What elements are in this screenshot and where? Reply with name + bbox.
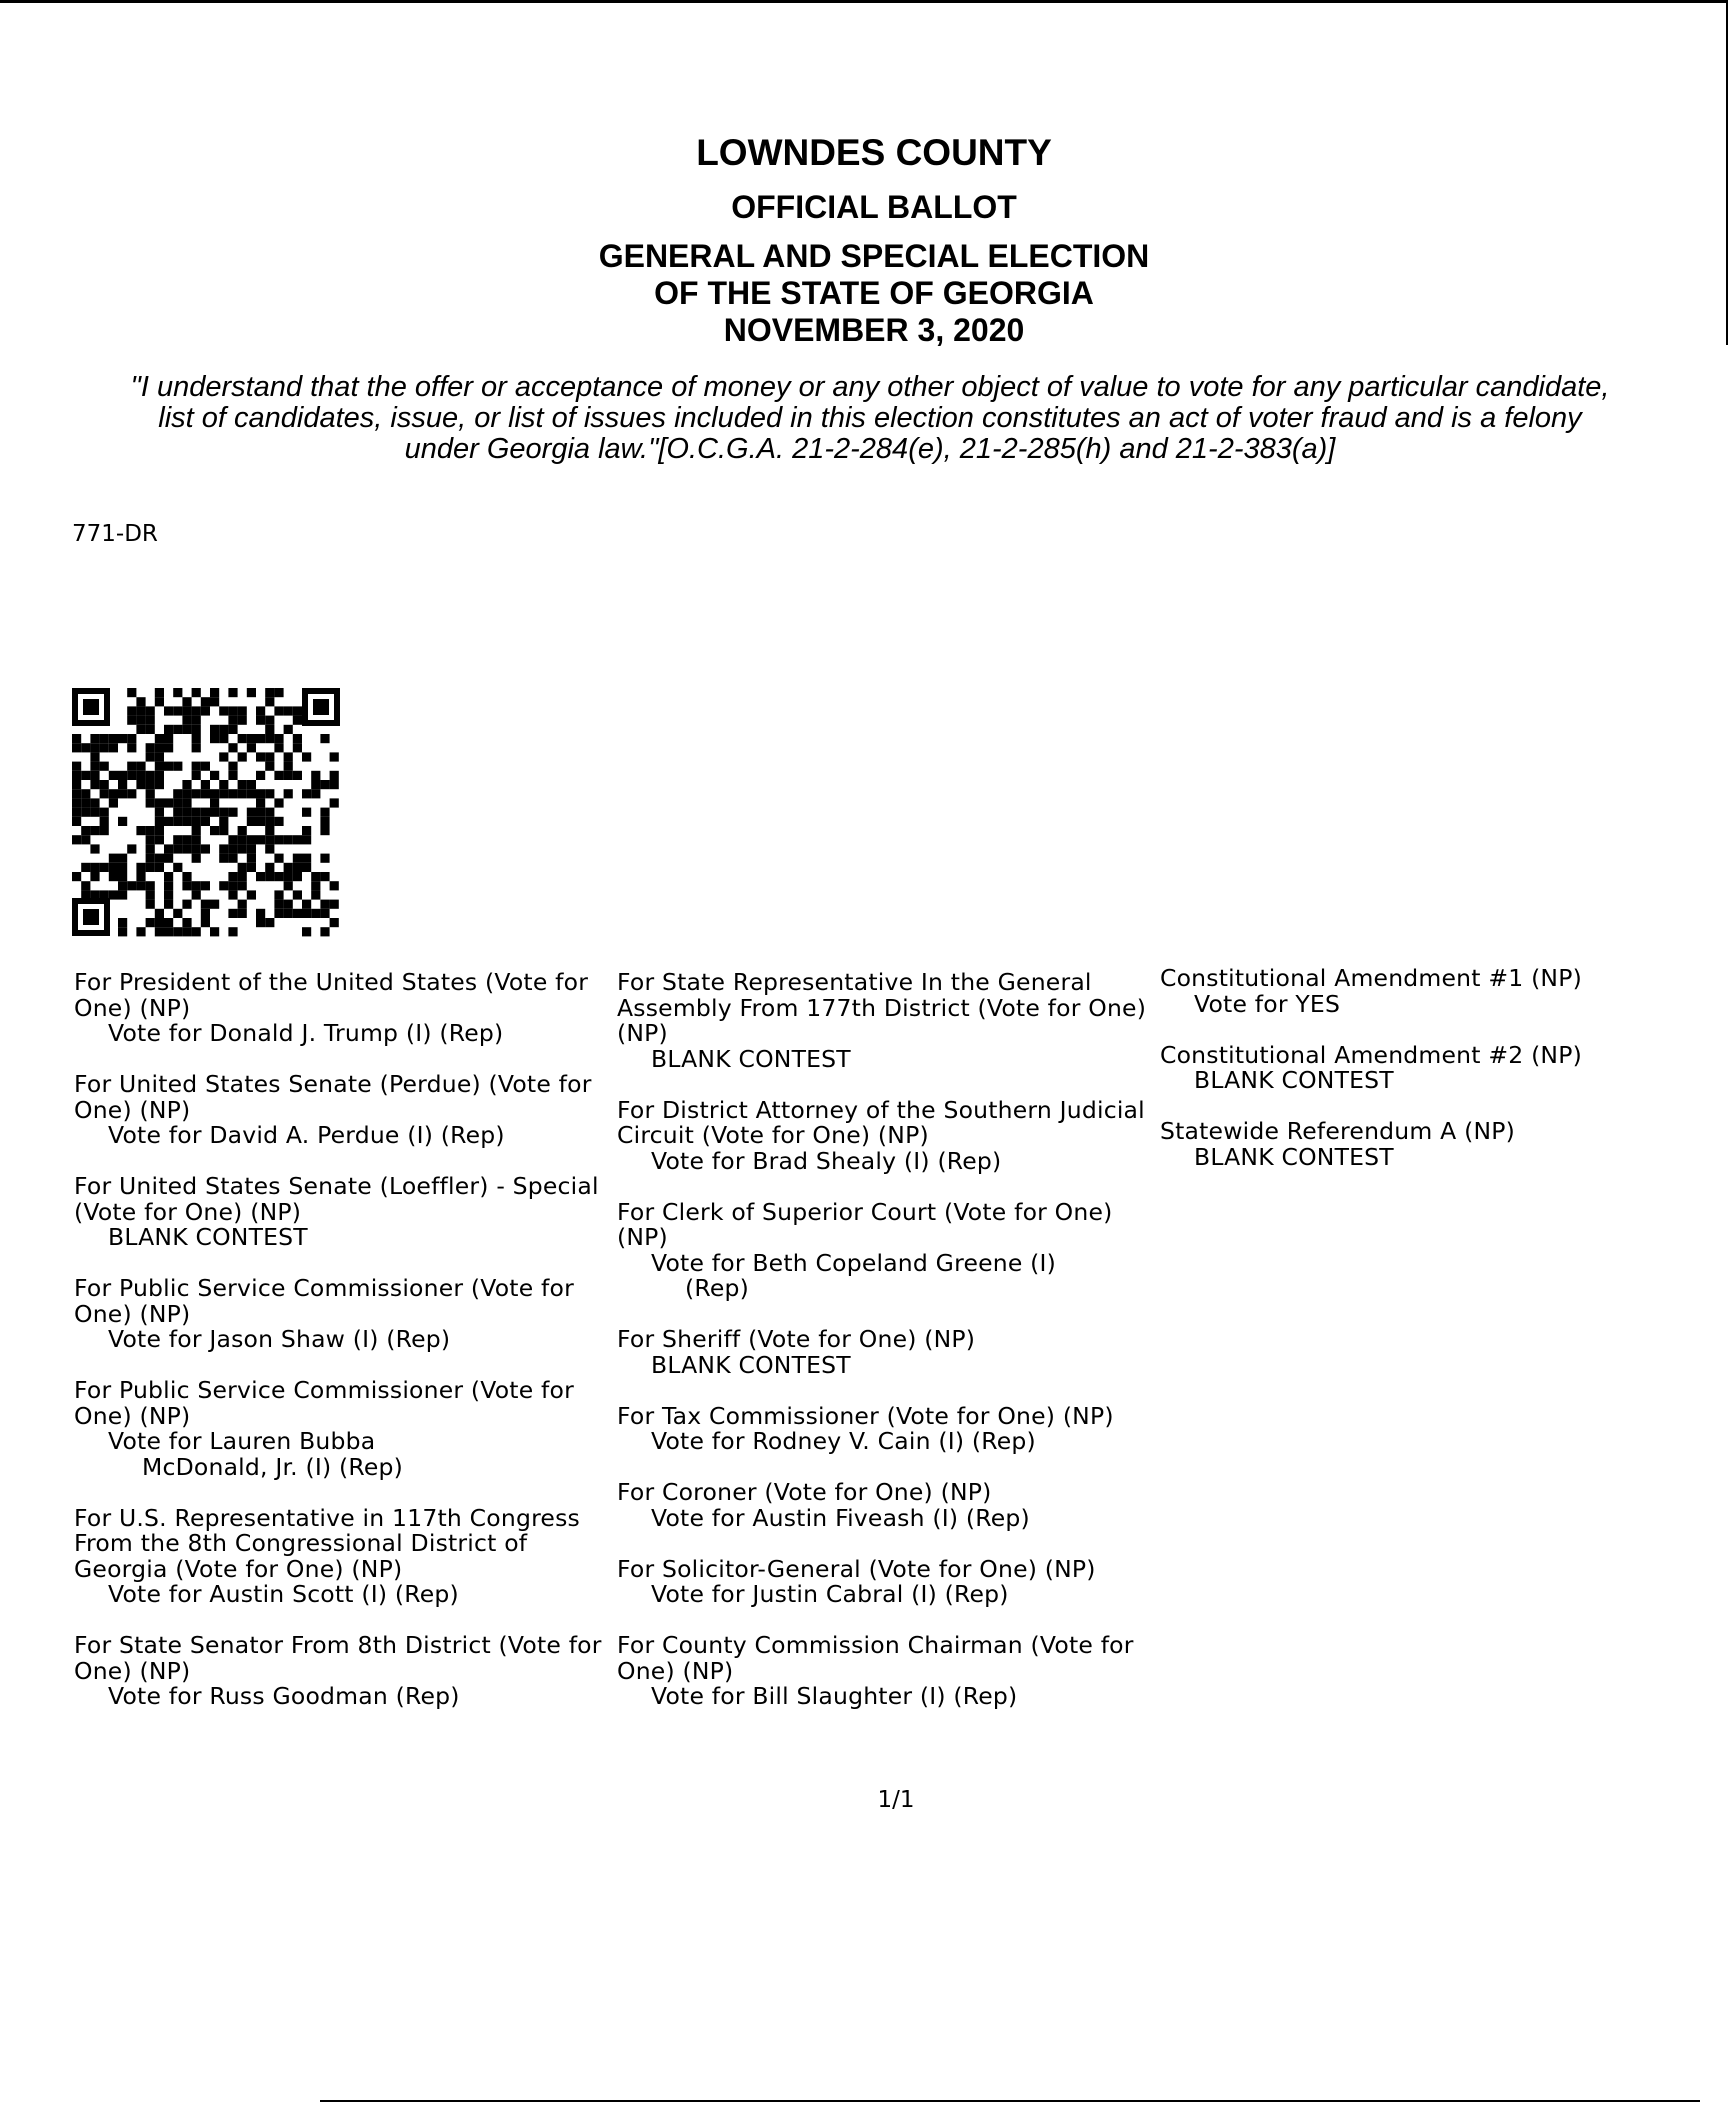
contest-selection: Vote for Brad Shealy (I) (Rep) <box>651 1146 1002 1175</box>
contest-selection: Vote for Bill Slaughter (I) (Rep) <box>651 1682 1018 1710</box>
contest-selection-continued: (Rep) <box>685 1274 749 1302</box>
ballot-header <box>0 128 1728 349</box>
contest-title: For District Attorney of the Southern Judicial Circuit (Vote for One) (NP) <box>617 1095 1145 1149</box>
contest-selection: Vote for YES <box>1194 989 1341 1018</box>
contest-block <box>74 1072 604 1149</box>
county-title: LOWNDES COUNTY <box>696 132 1052 173</box>
contest-block <box>1160 1119 1700 1170</box>
contest-title: For State Senator From 8th District (Vote for One) (NP) <box>74 1631 602 1685</box>
contest-block <box>617 1633 1157 1710</box>
contest-column-2 <box>617 970 1157 1735</box>
contest-block <box>74 1276 604 1353</box>
voter-fraud-oath <box>50 372 1690 465</box>
contest-title: For Solicitor-General (Vote for One) (NP) <box>617 1554 1096 1583</box>
contest-selection-continued: McDonald, Jr. (I) (Rep) <box>142 1452 404 1481</box>
contest-selection: Vote for Donald J. Trump (I) (Rep) <box>108 1019 504 1047</box>
qr-finder-bottom-left <box>72 898 110 936</box>
contest-title: For Public Service Commissioner (Vote for One) (NP) <box>74 1274 574 1328</box>
contest-block <box>74 1503 604 1608</box>
qr-finder-top-left <box>72 688 110 726</box>
contest-selection: BLANK CONTEST <box>1194 1066 1394 1094</box>
contest-title: For U.S. Representative in 117th Congress From the 8th Congressional District of Georgia (Vote for One) (NP) <box>74 1503 580 1583</box>
contest-title: For State Representative In the General Assembly From 177th District (Vote for One) (NP) <box>617 968 1147 1047</box>
contest-title: For Coroner (Vote for One) (NP) <box>617 1478 992 1506</box>
election-title-line1: GENERAL AND SPECIAL ELECTION <box>598 238 1150 274</box>
ballot-style-id: 771-DR <box>72 521 158 547</box>
contest-selection: Vote for Russ Goodman (Rep) <box>108 1682 460 1710</box>
contest-title: Constitutional Amendment #2 (NP) <box>1160 1040 1582 1069</box>
contest-selection: Vote for Beth Copeland Greene (I) <box>651 1248 1057 1277</box>
election-date: NOVEMBER 3, 2020 <box>723 312 1025 348</box>
contest-title: For Sheriff (Vote for One) (NP) <box>617 1325 976 1353</box>
page-number: 1/1 <box>877 1787 915 1813</box>
contest-block <box>617 1197 1157 1302</box>
contest-selection: BLANK CONTEST <box>651 1350 851 1379</box>
contest-selection: BLANK CONTEST <box>108 1223 308 1251</box>
contest-block <box>617 1095 1157 1175</box>
contest-title: For Public Service Commissioner (Vote for One) (NP) <box>74 1376 574 1430</box>
contest-selection: BLANK CONTEST <box>651 1044 851 1073</box>
top-border <box>0 0 1728 3</box>
oath-line-3: under Georgia law."[O.C.G.A. 21-2-284(e), 21-2-285(h) and 21-2-383(a)] <box>404 433 1336 465</box>
contest-selection: Vote for Lauren Bubba <box>108 1427 376 1455</box>
contest-title: Constitutional Amendment #1 (NP) <box>1160 964 1582 992</box>
contest-selection: Vote for Austin Fiveash (I) (Rep) <box>651 1503 1030 1532</box>
ballot-type-title: OFFICIAL BALLOT <box>731 189 1017 225</box>
contest-block <box>74 1378 604 1480</box>
contest-selection: Vote for David A. Perdue (I) (Rep) <box>108 1121 505 1149</box>
bottom-border <box>320 2100 1700 2102</box>
contest-block <box>617 1554 1157 1608</box>
contest-block <box>1160 966 1700 1017</box>
contest-block <box>74 1174 604 1251</box>
contest-title: For United States Senate (Loeffler) - Special (Vote for One) (NP) <box>74 1172 599 1226</box>
contest-block <box>74 1633 604 1710</box>
election-title-line2: OF THE STATE OF GEORGIA <box>654 275 1094 311</box>
oath-line-2: list of candidates, issue, or list of issues included in this election constitutes an act of voter fraud and is a felony <box>158 402 1582 434</box>
contest-title: For Clerk of Superior Court (Vote for One) (NP) <box>617 1197 1113 1251</box>
contest-title: For President of the United States (Vote for One) (NP) <box>74 968 589 1022</box>
contest-block <box>617 970 1157 1072</box>
contest-title: For United States Senate (Perdue) (Vote for One) (NP) <box>74 1070 592 1124</box>
oath-line-1: "I understand that the offer or acceptance of money or any other object of value to vote for any particular candidate, <box>130 371 1610 403</box>
contest-title: Statewide Referendum A (NP) <box>1160 1117 1515 1145</box>
contest-selection: BLANK CONTEST <box>1194 1142 1394 1171</box>
qr-finder-top-right <box>302 688 340 726</box>
contest-block <box>617 1327 1157 1378</box>
contest-block <box>617 1401 1157 1455</box>
contest-selection: Vote for Jason Shaw (I) (Rep) <box>108 1325 451 1353</box>
contest-block <box>74 970 604 1047</box>
contest-column-3 <box>1160 966 1700 1196</box>
contest-block <box>617 1480 1157 1531</box>
contest-column-1 <box>74 970 604 1735</box>
contest-title: For Tax Commissioner (Vote for One) (NP) <box>617 1401 1114 1430</box>
contest-selection: Vote for Justin Cabral (I) (Rep) <box>651 1580 1009 1608</box>
contest-block <box>1160 1040 1700 1094</box>
contest-selection: Vote for Rodney V. Cain (I) (Rep) <box>651 1427 1036 1455</box>
contest-selection: Vote for Austin Scott (I) (Rep) <box>108 1580 459 1608</box>
qr-code <box>70 686 346 940</box>
contest-title: For County Commission Chairman (Vote for One) (NP) <box>617 1631 1134 1685</box>
